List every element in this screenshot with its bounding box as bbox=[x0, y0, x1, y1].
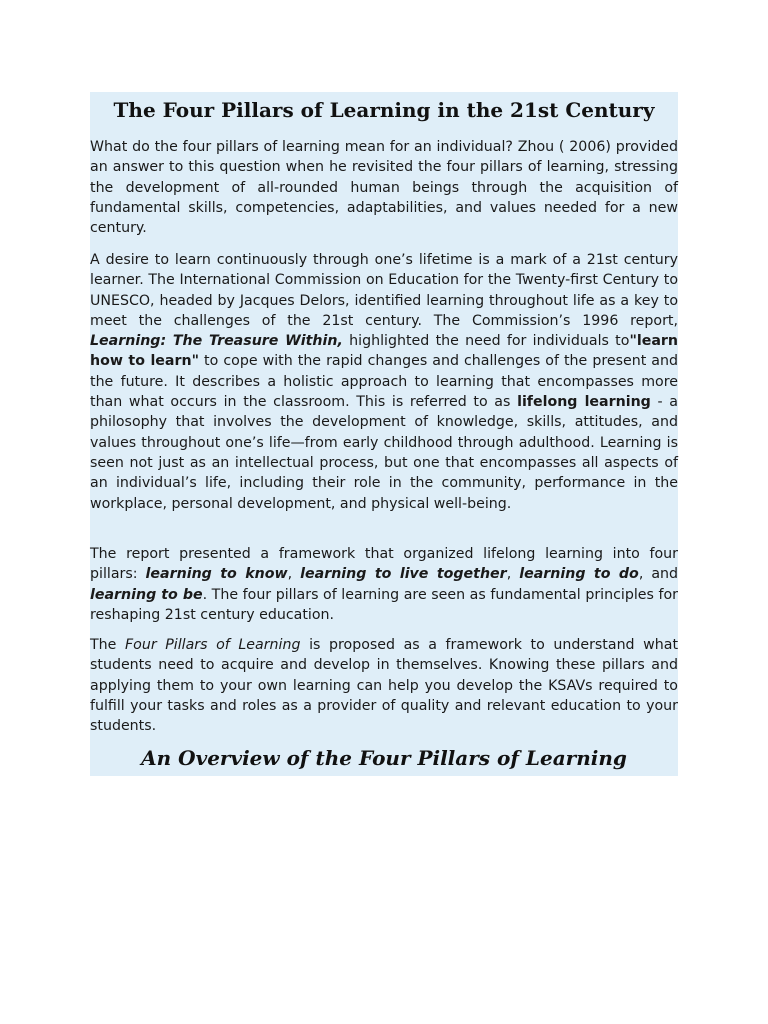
text-segment: . The four pillars of learning are seen as fundamental principles for reshaping 21st century education. bbox=[90, 586, 678, 623]
report-title: Learning: The Treasure Within, bbox=[90, 333, 343, 350]
paragraph-ksavs bbox=[90, 635, 678, 736]
text-segment: The report presented a framework that organized lifelong learning into four pillars: bbox=[90, 546, 678, 583]
text-segment: , bbox=[506, 566, 520, 583]
section-heading-overview: An Overview of the Four Pillars of Learning bbox=[141, 746, 627, 770]
paragraph-lifelong-learning bbox=[90, 250, 678, 514]
pillar-learning-to-know: learning to know bbox=[145, 566, 288, 583]
text-segment: highlighted the need for individuals to bbox=[342, 333, 630, 350]
text-segment: to cope with the rapid changes and challenges of the present and the future. It describes a holistic approach to learning that encompasses more than what occurs in the classroom. This is referred to as bbox=[90, 353, 678, 411]
pillar-learning-to-live-together: learning to live together bbox=[300, 566, 507, 583]
document-title: The Four Pillars of Learning in the 21st Century bbox=[113, 98, 655, 122]
four-pillars-term: Four Pillars of Learning bbox=[124, 637, 301, 653]
pillar-learning-to-be: learning to be bbox=[90, 586, 203, 603]
pillar-learning-to-do: learning to do bbox=[519, 566, 639, 583]
text-segment: is proposed as a framework to understand what students need to acquire and develop in themselves. Knowing these pillars and applying them to your own learning can help you develop the KSAVs required to fulfill your tasks and roles as a provider of quality and relevant education to your students. bbox=[90, 637, 679, 735]
text-segment: , bbox=[287, 566, 301, 583]
paragraph-framework bbox=[90, 544, 678, 625]
lifelong-learning-term: lifelong learning bbox=[517, 394, 651, 411]
text-segment: - a philosophy that involves the development of knowledge, skills, attitudes, and values throughout one’s life—from early childhood through adulthood. Learning is seen not just as an intellectual process, but one that encompasses all aspects of an individual’s life, including their role in the community, performance in the workplace, personal development, and physical well-being. bbox=[90, 394, 678, 512]
text-segment: , and bbox=[638, 566, 679, 583]
learn-how-to-learn-phrase: "learn how to learn" bbox=[90, 333, 678, 370]
text-segment: The bbox=[90, 637, 125, 653]
paragraph-intro: What do the four pillars of learning mean for an individual? Zhou ( 2006) provided an answer to this question when he revisited the four pillars of learning, stressing the development of all-rounded human beings through the acquisition of fundamental skills, competencies, adaptabilities, and values needed for a new century. bbox=[90, 139, 678, 237]
text-segment: A desire to learn continuously through one’s lifetime is a mark of a 21st century learner. The International Commission on Education for the Twenty-first Century to UNESCO, headed by Jacques Delors, identified learning throughout life as a key to meet the challenges of the 21st century. The Commission’s 1996 report, bbox=[90, 252, 678, 329]
document-page bbox=[90, 92, 678, 776]
